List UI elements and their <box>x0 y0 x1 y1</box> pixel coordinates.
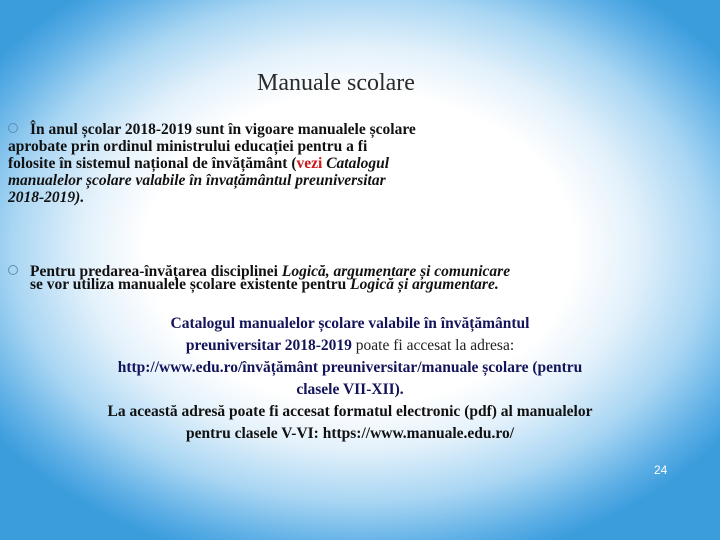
bullet2-discipline: Logică, argumentare și comunicare <box>281 263 511 280</box>
bullet-circle-icon <box>8 123 18 133</box>
catalog-info <box>25 313 675 445</box>
bullet1-line2: aprobate prin ordinul ministrului educației pentru a fi <box>8 138 368 155</box>
page-number: 24 <box>654 463 668 477</box>
bullet2-line2a: se vor utiliza manualele școlare existente pentru <box>30 276 351 293</box>
bullet1-line4: manualelor școlare valabile în învațământul preuniversitar <box>8 172 386 189</box>
catalog-url-line[interactable]: http://www.edu.ro/învățământ preuniversitar/manuale școlare (pentru <box>117 359 583 376</box>
bullet1-line5: 2018-2019). <box>8 189 85 206</box>
catalog-line5: La această adresă poate fi accesat formatul electronic (pdf) al manualelor <box>107 403 593 420</box>
bullet1-line1: În anul școlar 2018-2019 sunt în vigoare manualele școlare <box>30 121 416 138</box>
bullet-logic-textbooks <box>8 265 658 291</box>
catalog-manuale-url-line[interactable]: pentru clasele V-VI: https://www.manuale.edu.ro/ <box>185 425 515 442</box>
bullet-current-textbooks <box>8 121 658 206</box>
bullet2-line1a: Pentru predarea-învățarea disciplinei <box>30 263 282 280</box>
bullet1-line3: folosite în sistemul național de învățământ (vezi Catalogul <box>8 155 390 172</box>
bullet2-textbook-name: Logică și argumentare. <box>350 276 499 293</box>
vezi-link[interactable]: vezi <box>296 155 323 172</box>
catalog-line1: Catalogul manualelor școlare valabile în învățământul <box>170 315 530 332</box>
bullet-circle-icon <box>8 265 18 275</box>
catalog-line4: clasele VII-XII). <box>296 381 404 398</box>
slide-title: Manuale scolare <box>257 70 415 96</box>
catalog-line2: preuniversitar 2018-2019 poate fi accesat la adresa: <box>185 337 515 354</box>
